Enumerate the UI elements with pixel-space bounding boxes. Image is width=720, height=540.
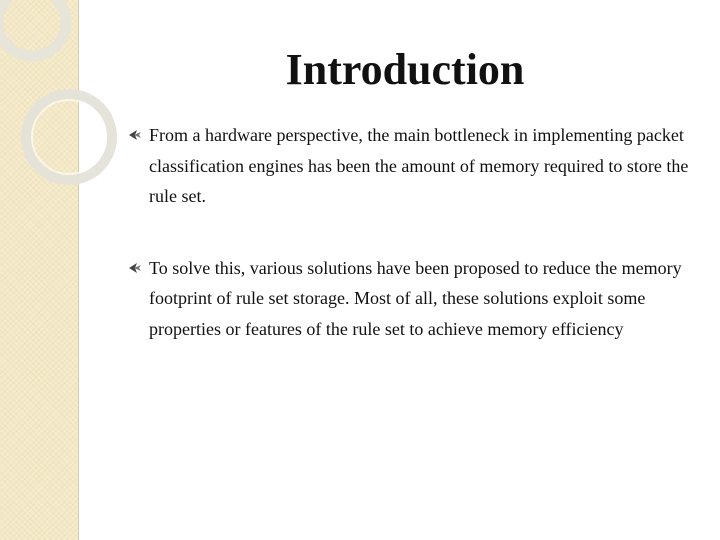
bullet-item [128,253,698,345]
bullet-arrow-icon [128,128,142,142]
bullet-arrow-icon [128,261,142,275]
bullet-text: To solve this, various solutions have been proposed to reduce the memory footprint of rule set storage. Most of all, these solutions exploit some properties or features of the rule set to achieve memory efficiency [149,257,682,339]
decorative-rings-graphic [0,0,130,200]
slide-title: Introduction [285,45,525,94]
bullet-item [128,120,698,212]
bullet-text: From a hardware perspective, the main bottleneck in implementing packet classification engines has been the amount of memory required to store the rule set. [149,125,689,206]
bullet-list [128,120,698,385]
